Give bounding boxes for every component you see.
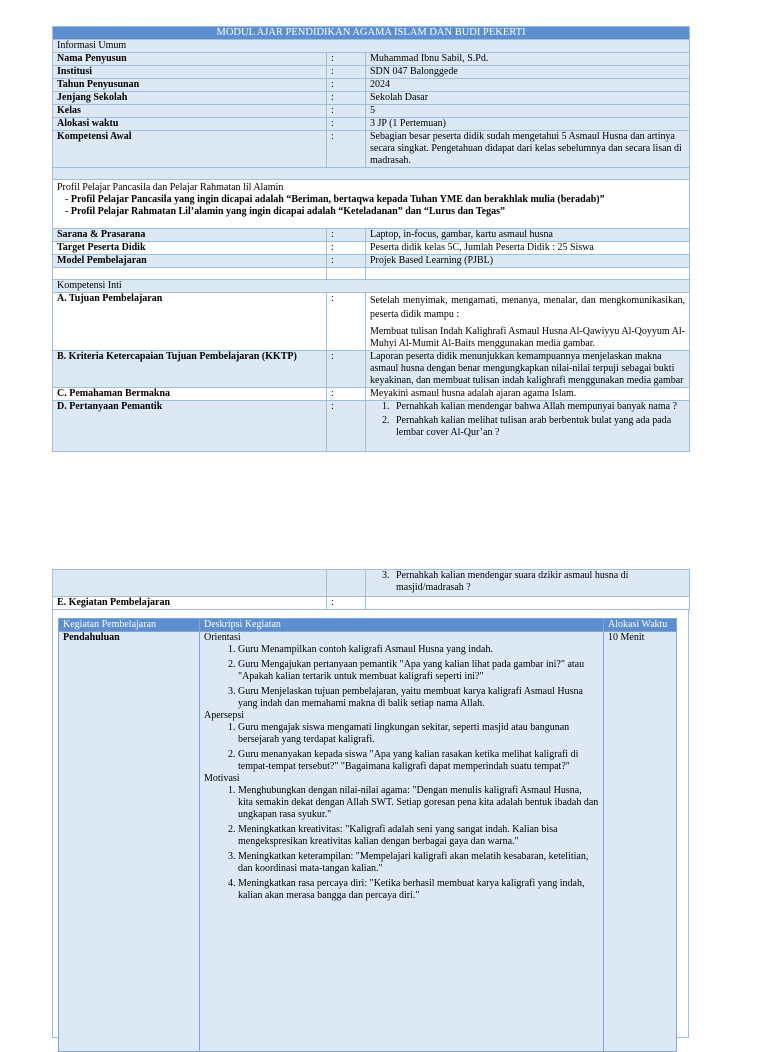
pertanyaan-list xyxy=(366,401,690,452)
colon: : xyxy=(327,118,366,131)
pertanyaan-list-continued xyxy=(366,570,690,597)
sarana-label: Model Pembelajaran xyxy=(53,255,327,268)
kegiatan-item: 1. Guru mengajak siswa mengamati lingkungan sekitar, seperti masjid atau bangunan bersejarah yang terdapat kaligrafi. xyxy=(238,722,599,746)
colon: : xyxy=(327,401,366,452)
kktp-value: Laporan peserta didik menunjukkan kemampuannya menjelaskan makna asmaul husna dengan benar mengungkapkan nilai-nilai terpuji sebagai bukti keyakinan, dan membuat tulisan indah kalighrafi menggunakan media gambar xyxy=(366,351,690,388)
pertanyaan-item: 1. Pernahkah kalian mendengar bahwa Allah mempunyai banyak nama ? xyxy=(392,401,685,413)
colon: : xyxy=(327,105,366,118)
info-label: Kompetensi Awal xyxy=(53,131,327,168)
info-value: 3 JP (1 Pertemuan) xyxy=(366,118,690,131)
pertanyaan-label: D. Pertanyaan Pemantik xyxy=(53,401,327,452)
sarana-value: Laptop, in-focus, gambar, kartu asmaul husna xyxy=(366,229,690,242)
colon: : xyxy=(327,229,366,242)
info-value: Sekolah Dasar xyxy=(366,92,690,105)
profil-heading: Profil Pelajar Pancasila dan Pelajar Rahmatan lil Alamin xyxy=(57,182,284,193)
sarana-value: Peserta didik kelas 5C, Jumlah Peserta Didik : 25 Siswa xyxy=(366,242,690,255)
kegiatan-item: 2. Meningkatkan kreativitas: "Kaligrafi adalah seni yang sangat indah. Kalian bisa mengekspresikan kreativitas kalian dengan berbagai gaya dan warna." xyxy=(238,824,599,848)
info-value: 5 xyxy=(366,105,690,118)
spacer-cell xyxy=(53,268,327,280)
empty-cell xyxy=(327,570,366,597)
section-title: Orientasi xyxy=(204,632,241,643)
info-value: Muhammad Ibnu Sabil, S.Pd. xyxy=(366,53,690,66)
kegiatan-description xyxy=(200,632,604,1052)
info-label: Tahun Penyusunan xyxy=(53,79,327,92)
info-label: Institusi xyxy=(53,66,327,79)
pemahaman-value: Meyakini asmaul husna adalah ajaran agama Islam. xyxy=(366,388,690,401)
profil-item: - Profil Pelajar Rahmatan Lil’alamin yang ingin dicapai adalah “Keteladanan” dan “Lurus dan Tegas” xyxy=(75,206,685,218)
colon: : xyxy=(327,131,366,168)
kegiatan-item: 2. Guru menanyakan kepada siswa "Apa yang kalian rasakan ketika melihat kaligrafi di tempat-tempat tersebut?" "Bagaimana kaligrafi dapat memperindah suatu tempat?" xyxy=(238,749,599,773)
info-value: 2024 xyxy=(366,79,690,92)
colon: : xyxy=(327,53,366,66)
kegiatan-col-header: Deskripsi Kegiatan xyxy=(200,619,604,632)
colon: : xyxy=(327,293,366,351)
sarana-label: Target Peserta Didik xyxy=(53,242,327,255)
page-one xyxy=(52,26,689,452)
pertanyaan-item: 3. Pernahkah kalian mendengar suara dzikir asmaul husna di masjid/madrasah ? xyxy=(392,570,685,594)
tujuan-intro: Setelah menyimak, mengamati, menanya, menalar, dan mengkomunikasikan, peserta didik mampu : xyxy=(370,295,686,320)
sarana-value: Projek Based Learning (PJBL) xyxy=(366,255,690,268)
spacer-cell xyxy=(366,268,690,280)
kegiatan-col-header: Kegiatan Pembelajaran xyxy=(59,619,200,632)
pertanyaan-item: 2. Pernahkah kalian melihat tulisan arab berbentuk bulat yang ada pada lembar cover Al-Qur’an ? xyxy=(392,415,685,439)
profil-section xyxy=(53,180,690,229)
empty-cell xyxy=(53,570,327,597)
kegiatan-item: 1. Guru Menampilkan contoh kaligrafi Asmaul Husna yang indah. xyxy=(238,644,599,656)
colon: : xyxy=(327,255,366,268)
info-label: Alokasi waktu xyxy=(53,118,327,131)
tujuan-label: A. Tujuan Pembelajaran xyxy=(53,293,327,351)
section-title: Apersepsi xyxy=(204,710,244,721)
kegiatan-wrapper xyxy=(52,610,689,1038)
info-label: Kelas xyxy=(53,105,327,118)
tujuan-value xyxy=(366,293,690,351)
colon: : xyxy=(327,597,366,610)
info-header: Informasi Umum xyxy=(53,40,690,53)
info-value: SDN 047 Balonggede xyxy=(366,66,690,79)
info-label: Jenjang Sekolah xyxy=(53,92,327,105)
spacer-row xyxy=(53,168,690,180)
pemahaman-label: C. Pemahaman Bermakna xyxy=(53,388,327,401)
continuation-table xyxy=(52,569,690,610)
colon: : xyxy=(327,388,366,401)
kegiatan-item: 3. Guru Menjelaskan tujuan pembelajaran, yaitu membuat karya kaligrafi Asmaul Husna yang indah dan memahami makna di balik setiap nama Allah. xyxy=(238,686,599,710)
sarana-label: Sarana & Prasarana xyxy=(53,229,327,242)
document-title: MODUL AJAR PENDIDIKAN AGAMA ISLAM DAN BUDI PEKERTI xyxy=(53,27,690,40)
info-value: Sebagian besar peserta didik sudah mengetahui 5 Asmaul Husna dan artinya secara singkat. Pengetahuan didapat dari kelas sebelumnya dan secara lisan di madrasah. xyxy=(366,131,690,168)
tujuan-detail: Membuat tulisan Indah Kalighrafi Asmaul Husna Al-Qawiyyu Al-Qoyyum Al-Muhyi Al-Mumit Al-Baits menggunakan media gambar. xyxy=(370,326,685,349)
kegiatan-label: E. Kegiatan Pembelajaran xyxy=(53,597,327,610)
info-label: Nama Penyusun xyxy=(53,53,327,66)
kegiatan-phase: Pendahuluan xyxy=(59,632,200,1052)
kegiatan-table xyxy=(58,618,677,1052)
kegiatan-item: 2. Guru Mengajukan pertanyaan pemantik "Apa yang kalian lihat pada gambar ini?" atau "Apakah kalian tertarik untuk membuat kaligrafi seperti ini?" xyxy=(238,659,599,683)
spacer-cell xyxy=(327,268,366,280)
page-two xyxy=(52,569,689,1038)
kegiatan-item: 1. Menghubungkan dengan nilai-nilai agama: "Dengan menulis kaligrafi Asmaul Husna, kita semakin dekat dengan Allah SWT. Setiap goresan pena kita adalah bentuk ibadah dan ungkapan rasa syukur." xyxy=(238,785,599,821)
kegiatan-time: 10 Menit xyxy=(604,632,677,1052)
kktp-label: B. Kriteria Ketercapaian Tujuan Pembelajaran (KKTP) xyxy=(53,351,327,388)
kompetensi-inti-heading: Kompetensi Inti xyxy=(53,280,690,293)
colon: : xyxy=(327,92,366,105)
modul-table xyxy=(52,26,690,452)
colon: : xyxy=(327,66,366,79)
colon: : xyxy=(327,79,366,92)
profil-item: - Profil Pelajar Pancasila yang ingin dicapai adalah “Beriman, bertaqwa kepada Tuhan YME dan berakhlak mulia (beradab)” xyxy=(75,194,685,206)
section-title: Motivasi xyxy=(204,773,240,784)
kegiatan-item: 3. Meningkatkan keterampilan: "Mempelajari kaligrafi akan melatih kesabaran, ketelitian, dan koordinasi mata-tangan kalian." xyxy=(238,851,599,875)
kegiatan-col-header: Alokasi Waktu xyxy=(604,619,677,632)
colon: : xyxy=(327,351,366,388)
kegiatan-item: 4. Meningkatkan rasa percaya diri: "Ketika berhasil membuat karya kaligrafi yang indah, kalian akan merasa bangga dan percaya diri." xyxy=(238,878,599,902)
colon: : xyxy=(327,242,366,255)
empty-cell xyxy=(366,597,690,610)
